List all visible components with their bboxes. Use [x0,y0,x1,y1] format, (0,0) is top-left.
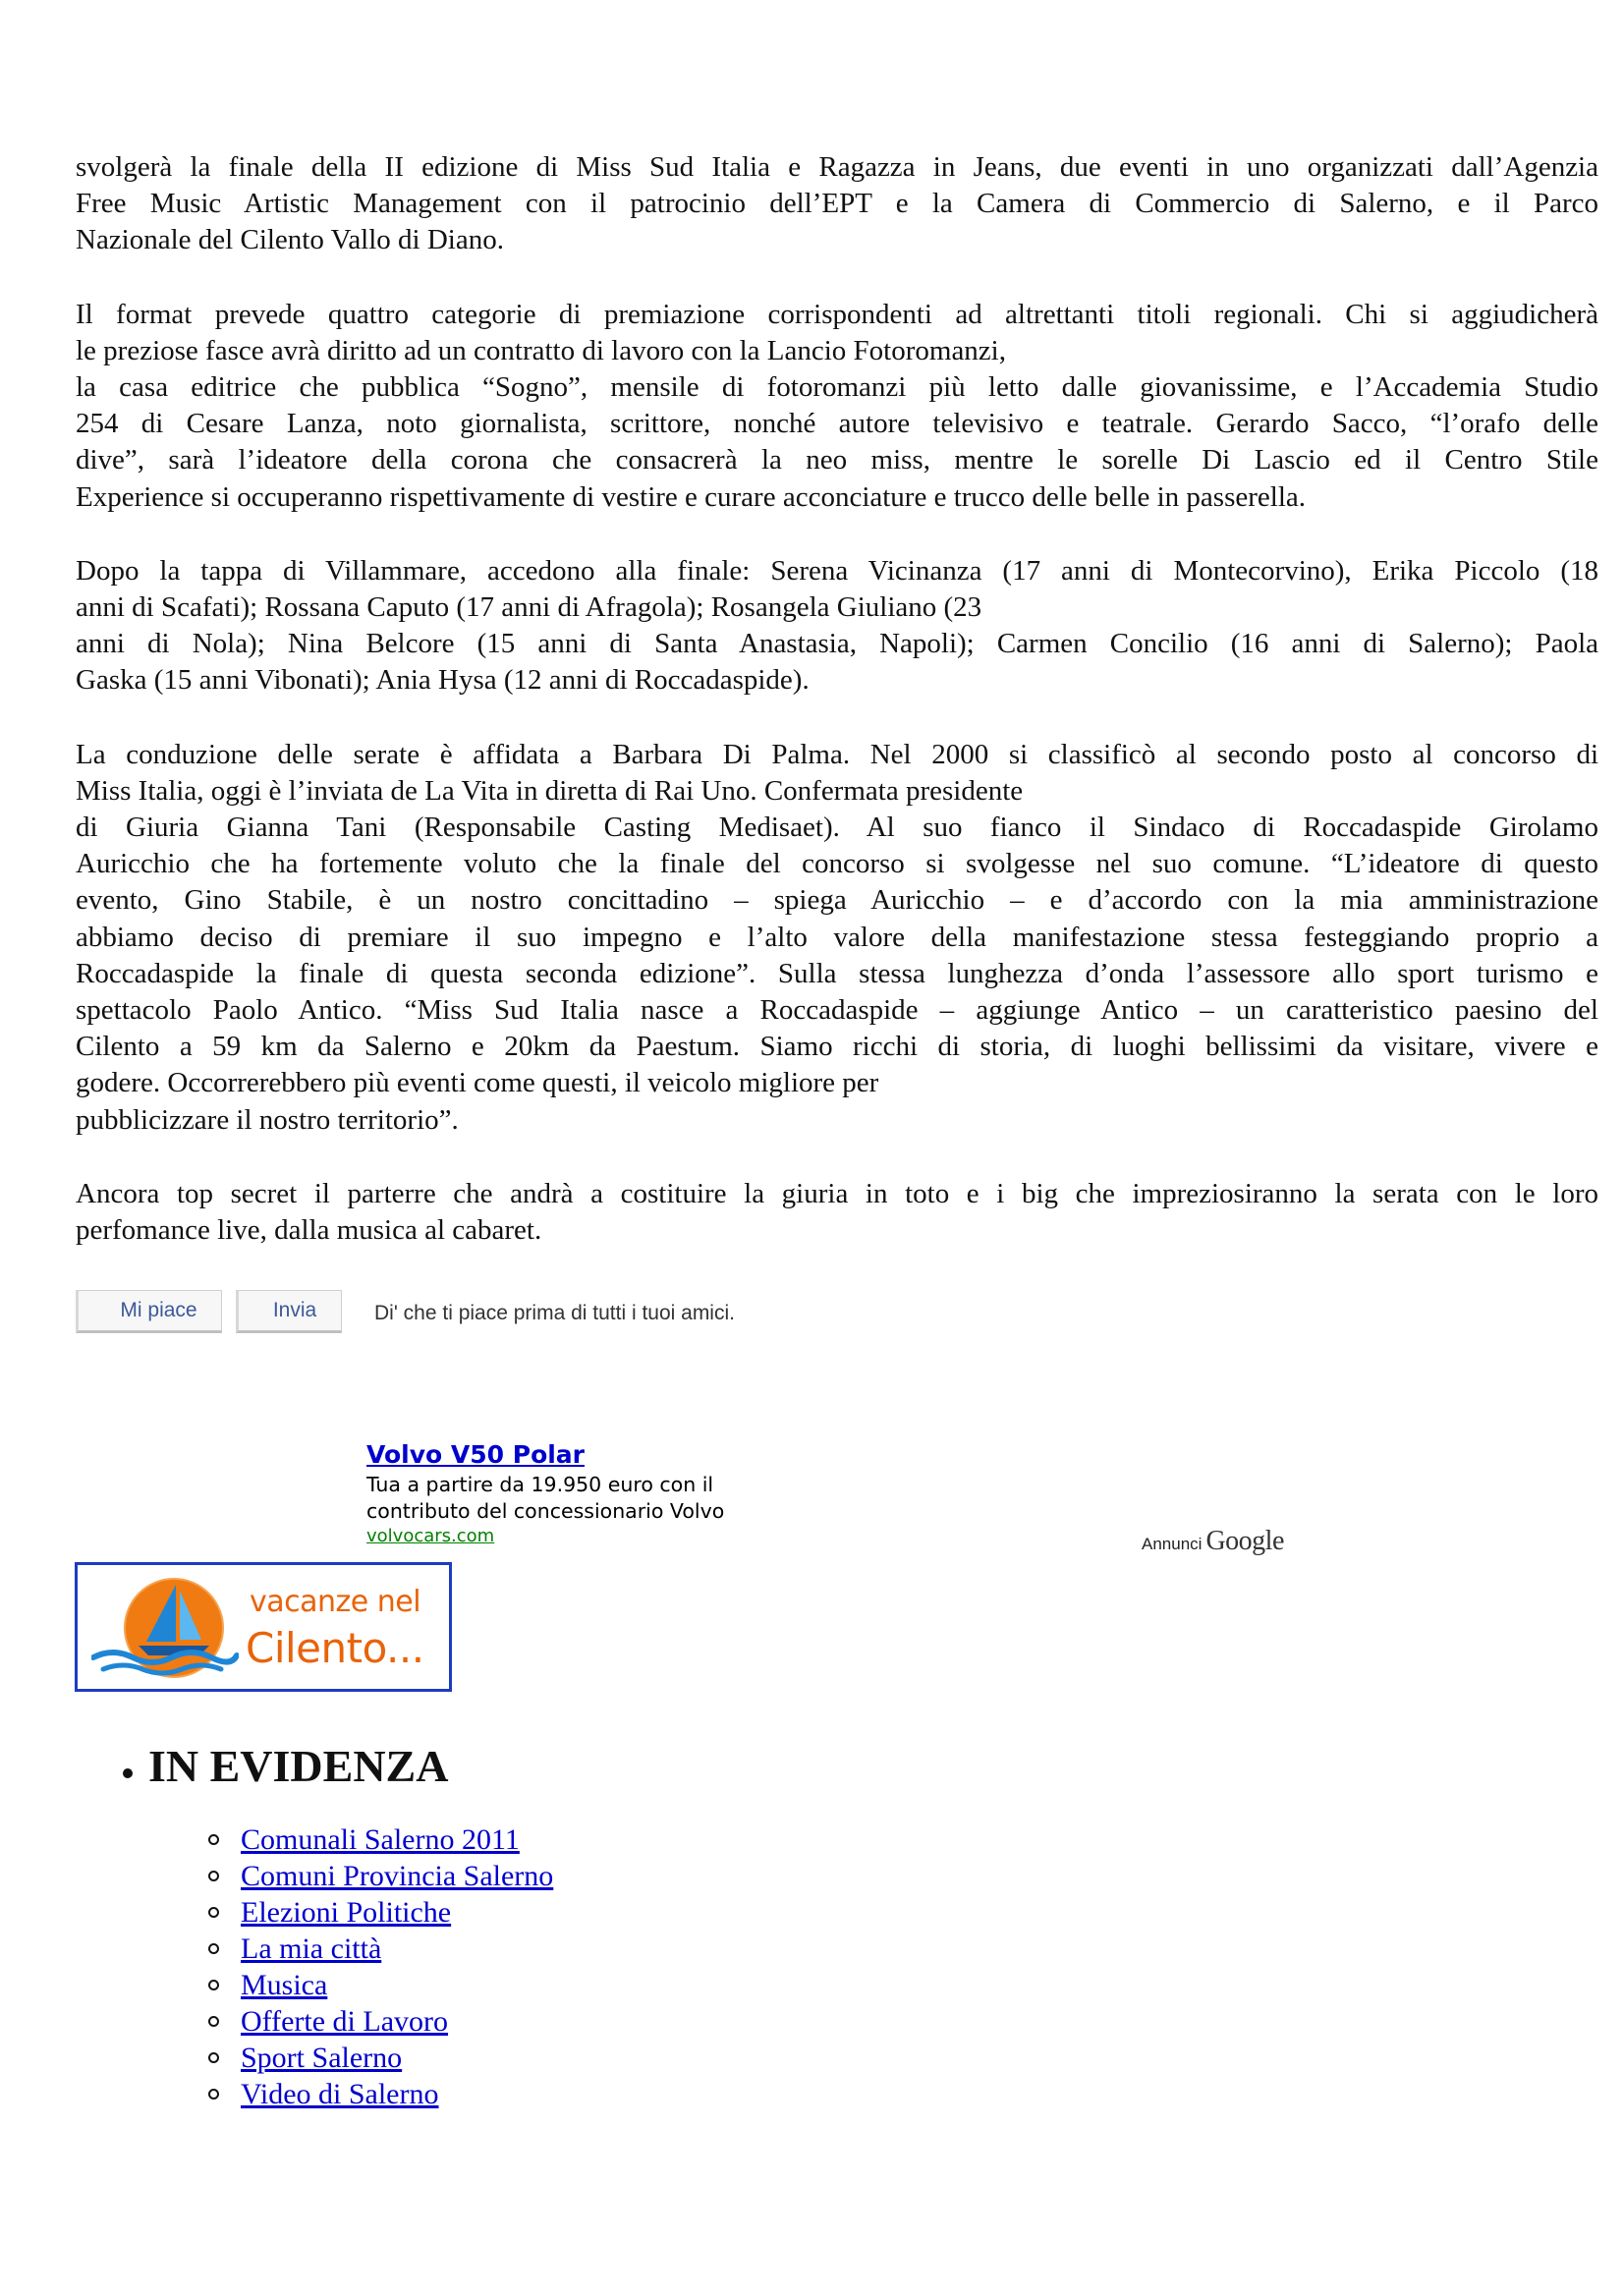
evidenza-link[interactable]: La mia città [241,1932,382,1965]
list-item [208,2040,553,2076]
paragraph-line: godere. Occorrerebbero più eventi come questi, il veicolo migliore per [76,1067,879,1099]
article-paragraph [76,297,1598,516]
article-body [76,149,1598,1286]
evidenza-link[interactable]: Offerte di Lavoro [241,2004,449,2038]
ads-by-label: Annunci [1142,1535,1203,1553]
banner-line-2: Cilento... [246,1624,424,1672]
paragraph-line: anni di Scafati); Rossana Caputo (17 anni di Afragola); Rosangela Giuliano (23 [76,591,982,624]
paragraph-line: abbiamo deciso di premiare il suo impegno e l’alto valore della manifestazione stessa festeggiando proprio a [76,921,1598,953]
ad-body-text: Tua a partire da 19.950 euro con il contributo del concessionario Volvo [366,1473,725,1523]
facebook-like-bar [76,1290,960,1339]
circle-bullet-icon [208,2016,219,2027]
circle-bullet-icon [208,2089,219,2100]
like-prompt-text: Di' che ti piace prima di tutti i tuoi amici. [374,1302,735,1324]
ad-url-link[interactable]: volvocars.com [366,1526,495,1546]
paragraph-line: anni di Nola); Nina Belcore (15 anni di Santa Anastasia, Napoli); Carmen Concilio (16 anni di Salerno); Paola [76,628,1598,660]
paragraph-line: la casa editrice che pubblica “Sogno”, mensile di fotoromanzi più letto dalle giovanissime, e l’Accademia Studio [76,371,1598,404]
evidenza-link[interactable]: Sport Salerno [241,2041,403,2074]
list-item [208,1967,553,2003]
circle-bullet-icon [208,1834,219,1845]
banner-line-1: vacanze nel [250,1585,421,1619]
paragraph-line: svolgerà la finale della II edizione di Miss Sud Italia e Ragazza in Jeans, due eventi in uno organizzati dall’Agenzia [76,151,1598,183]
paragraph-line: Gaska (15 anni Vibonati); Ania Hysa (12 anni di Roccadaspide). [76,664,810,697]
circle-bullet-icon [208,1980,219,1990]
paragraph-line: La conduzione delle serate è affidata a Barbara Di Palma. Nel 2000 si classificò al secondo posto al concorso di [76,738,1598,770]
paragraph-line: Auricchio che ha fortemente voluto che la finale del concorso si svolgesse nel suo comune. “L’ideatore di questo [76,848,1598,880]
paragraph-line: Roccadaspide la finale di questa seconda edizione”. Sulla stessa lunghezza d’onda l’assessore allo sport turismo e [76,957,1598,989]
list-item [208,1931,553,1967]
in-evidenza-section [123,1739,553,2112]
google-logo: Google [1205,1526,1284,1556]
circle-bullet-icon [208,1943,219,1954]
evidenza-link[interactable]: Musica [241,1968,328,2001]
circle-bullet-icon [208,1907,219,1918]
paragraph-line: Experience si occuperanno rispettivamente di vestire e curare acconciature e trucco delle belle in passerella. [76,480,1307,513]
paragraph-line: 254 di Cesare Lanza, noto giornalista, scrittore, nonché autore televisivo e teatrale. Gerardo Sacco, “l’orafo delle [76,408,1598,440]
circle-bullet-icon [208,2052,219,2063]
paragraph-line: Nazionale del Cilento Vallo di Diano. [76,224,504,256]
paragraph-line: Dopo la tappa di Villammare, accedono alla finale: Serena Vicinanza (17 anni di Montecorvino), Erika Piccolo (18 [76,554,1598,587]
paragraph-line: Miss Italia, oggi è l’inviata de La Vita in diretta di Rai Uno. Confermata presidente [76,774,1024,807]
paragraph-line: dive”, sarà l’ideatore della corona che consacrerà la neo miss, mentre le sorelle Di Lascio ed il Centro Stile [76,444,1598,476]
evidenza-link-list [123,1821,553,2112]
list-item [208,2003,553,2040]
paragraph-line: evento, Gino Stabile, è un nostro concittadino – spiega Auricchio – e d’accordo con la mia amministrazione [76,884,1598,917]
paragraph-line: Cilento a 59 km da Salerno e 20km da Paestum. Siamo ricchi di storia, di luoghi bellissimi da visitare, vivere e [76,1031,1598,1063]
paragraph-line: Free Music Artistic Management con il patrocinio dell’EPT e la Camera di Commercio di Salerno, e il Parco [76,188,1598,220]
like-button[interactable]: Mi piace [76,1290,222,1333]
evidenza-link[interactable]: Elezioni Politiche [241,1895,452,1929]
paragraph-line: Ancora top secret il parterre che andrà a costituire la giuria in toto e i big che impreziosiranno la serata con le loro [76,1177,1598,1209]
article-paragraph [76,553,1598,700]
sailboat-sun-icon [91,1577,239,1679]
article-paragraph [76,1176,1598,1249]
evidenza-link[interactable]: Comuni Provincia Salerno [241,1859,554,1892]
list-item [208,1858,553,1894]
section-title: IN EVIDENZA [148,1741,449,1791]
article-paragraph [76,149,1598,259]
list-item [208,1821,553,1858]
vacanze-cilento-banner[interactable] [75,1562,452,1692]
paragraph-line: Il format prevede quattro categorie di premiazione corrispondenti ad altrettanti titoli regionali. Chi si aggiudicherà [76,298,1598,330]
list-item [208,1894,553,1931]
circle-bullet-icon [208,1871,219,1881]
paragraph-line: le preziose fasce avrà diritto ad un contratto di lavoro con la Lancio Fotoromanzi, [76,334,1006,366]
paragraph-line: di Giuria Gianna Tani (Responsabile Casting Medisaet). Al suo fianco il Sindaco di Roccadaspide Girolamo [76,812,1598,844]
evidenza-link[interactable]: Comunali Salerno 2011 [241,1822,520,1856]
evidenza-link[interactable]: Video di Salerno [241,2077,439,2110]
ad-title-link[interactable]: Volvo V50 Polar [366,1440,586,1469]
ads-by-google[interactable] [1142,1526,1284,1557]
article-paragraph [76,737,1598,1139]
text-ad [366,1440,818,1548]
bullet-dot [123,1768,133,1778]
paragraph-line: spettacolo Paolo Antico. “Miss Sud Italia nasce a Roccadaspide – aggiunge Antico – un caratteristico paesino del [76,994,1598,1027]
paragraph-line: pubblicizzare il nostro territorio”. [76,1103,459,1136]
send-button[interactable]: Invia [236,1290,342,1333]
list-item [208,2076,553,2112]
paragraph-line: perfomance live, dalla musica al cabaret. [76,1214,542,1247]
